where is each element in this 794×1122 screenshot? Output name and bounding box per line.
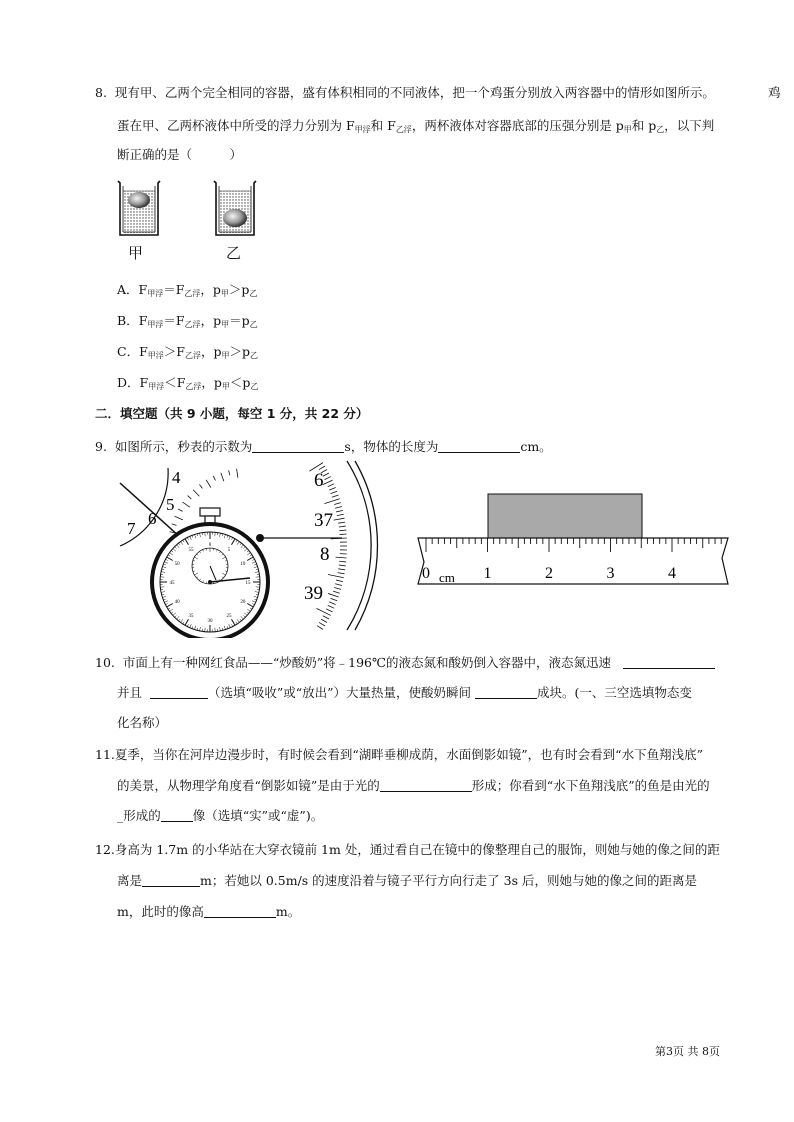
q12-text-1: 身高为 1.7m 的小华站在大穿衣镜前 1m 处，通过看自己在镜中的像整理自己的服饰，则她与她的像之间的距 — [114, 842, 720, 857]
q10-blank-2[interactable] — [150, 686, 208, 699]
q11-text-2a: 的美景，从物理学角度看“倒影如镜”是由于光的 — [117, 778, 380, 793]
section-heading: 二．填空题（共 9 小题，每空 1 分，共 22 分） — [95, 406, 369, 421]
q8-text-2b: 和 F — [370, 118, 396, 133]
option-text: F — [139, 375, 149, 390]
beaker-yi — [214, 181, 256, 235]
option-text: ＝F — [163, 282, 185, 297]
q12-text-3a: m，此时的像高 — [117, 904, 204, 919]
q11-text-2b: 形成；你看到“水下鱼翔浅底”的鱼是由光的 — [471, 778, 710, 793]
q8-text-2c: ，两杯液体对容器底部的压强分别是 p — [411, 118, 624, 133]
outer-tick — [188, 496, 192, 499]
face-label: 40 — [174, 600, 180, 605]
ruler-body — [418, 538, 728, 584]
scale-tick — [329, 488, 335, 491]
q10-text-2b: （选填“吸收”或“放出”）大量热量，使酸奶瞬间 — [207, 685, 472, 700]
scale-tick — [332, 495, 339, 497]
q8-sub-f-yi: 乙浮 — [395, 125, 412, 134]
q12-line2 — [117, 871, 697, 889]
outer-tick — [237, 469, 238, 478]
option-sub: 乙 — [249, 351, 258, 360]
outer-tick — [199, 484, 202, 488]
option-text: F — [138, 313, 148, 328]
face-label: 0 — [208, 543, 212, 548]
option-text: ，p — [200, 282, 221, 297]
face-label: 5 — [227, 548, 231, 554]
scale-tick — [317, 626, 323, 630]
option-a — [117, 280, 257, 299]
scale-tick — [338, 573, 345, 574]
option-sub: 甲 — [221, 382, 230, 391]
option-sub: 甲浮 — [148, 382, 165, 391]
q11-blank-2[interactable] — [161, 809, 193, 822]
q8-line1-end: 鸡 — [768, 85, 781, 100]
q9-blank-1[interactable] — [252, 440, 344, 453]
q12-line3 — [117, 902, 300, 920]
option-letter: C． — [117, 344, 140, 359]
q10-line2 — [117, 683, 692, 701]
option-c — [117, 342, 258, 361]
q8-number: 8. — [95, 85, 107, 100]
option-sub: 甲浮 — [147, 289, 164, 298]
face-label: 10 — [240, 562, 246, 567]
option-text: F — [139, 344, 148, 359]
q10-text-2c: 成块。(一、三空选填物态变 — [537, 685, 692, 700]
face-label: 25 — [226, 613, 232, 619]
egg-yi — [223, 209, 247, 227]
scale-tick — [328, 605, 334, 608]
q10-text-2a: 并且 — [117, 685, 143, 700]
scale-label-6: 6 — [314, 470, 324, 491]
scale-tick — [335, 584, 342, 586]
q8-line2 — [117, 116, 714, 135]
outer-tick — [178, 509, 182, 511]
outer-tick — [213, 476, 215, 481]
scale-tick — [328, 593, 338, 597]
option-sub: 乙 — [249, 320, 258, 329]
q10-line3: 化名称） — [117, 715, 168, 730]
scale-tick — [336, 510, 343, 512]
ruler-label: 2 — [545, 565, 553, 582]
q12-text-3b: m。 — [275, 904, 301, 919]
scale-tick — [331, 598, 338, 600]
scale-tick — [334, 518, 345, 520]
fig-label-yi: 乙 — [226, 244, 242, 262]
q8-line1 — [95, 83, 715, 101]
scale-tick — [336, 580, 343, 582]
option-text: ＞p — [229, 344, 250, 359]
q12-text-2a: 离是 — [117, 873, 143, 888]
scale-tick — [323, 616, 329, 619]
ruler-label: 3 — [606, 565, 615, 582]
q8-sub-f-jia: 甲浮 — [354, 125, 371, 134]
q8-text-2e: ，以下判 — [664, 118, 715, 133]
option-text: F — [138, 282, 148, 297]
q10-text-1: 市面上有一种网红食品——“炒酸奶”将﹣196℃的液态氮和酸奶倒入容器中，液态氮迅速 — [122, 655, 611, 670]
q11-text-1: 夏季，当你在河岸边漫步时，有时候会看到“湖畔垂柳成荫，水面倒影如镜”，也有时会看到“水下鱼翔浅底” — [114, 747, 703, 762]
option-sub: 甲 — [220, 289, 229, 298]
egg-jia — [128, 192, 150, 208]
q9-blank-2[interactable] — [438, 440, 520, 453]
option-text: ＜F — [164, 375, 186, 390]
outer-tick — [229, 470, 230, 475]
outer-tick — [193, 490, 199, 497]
magnified-scale — [256, 461, 377, 630]
q11-text-3a: _形成的 — [117, 808, 161, 823]
stopwatch-figure — [110, 458, 390, 638]
q8-sub-p-yi: 乙 — [656, 125, 665, 134]
q9-line — [95, 437, 552, 455]
q8-text-2a: 蛋在甲、乙两杯液体中所受的浮力分别为 F — [117, 118, 355, 133]
ruler-label: 0 — [422, 565, 430, 582]
scale-label-37: 37 — [314, 510, 333, 531]
option-text: ＞F — [163, 344, 185, 359]
q9-number: 9. — [95, 439, 107, 454]
scale-tick — [334, 587, 341, 589]
q10-number: 10. — [95, 655, 115, 670]
q12-blank-2[interactable] — [204, 905, 276, 918]
scale-label-8: 8 — [320, 544, 330, 565]
scale-tick — [337, 514, 344, 515]
option-b — [117, 311, 258, 330]
option-text: ＝F — [163, 313, 185, 328]
outer-label-5: 5 — [166, 495, 175, 514]
q10-line1 — [95, 653, 715, 671]
outer-tick — [221, 473, 224, 481]
q12-text-2b: m；若她以 0.5m/s 的速度沿着与镜子平行方向行走了 3s 后，则她与她的像之间的距离是 — [200, 873, 697, 888]
option-sub: 乙 — [249, 289, 258, 298]
q12-blank-1[interactable] — [142, 874, 200, 887]
scale-tick — [326, 609, 332, 612]
option-letter: D． — [117, 375, 140, 390]
fig-label-jia: 甲 — [128, 244, 144, 262]
q8-text-2d: 和 p — [631, 118, 657, 133]
scale-tick — [325, 477, 331, 480]
q10-blank-3[interactable] — [475, 686, 537, 699]
option-sub: 乙浮 — [185, 382, 202, 391]
page-number: 第3页 共 8页 — [655, 1045, 720, 1058]
scale-label-39: 39 — [304, 583, 323, 604]
q8-text-1: 现有甲、乙两个完全相同的容器，盛有体积相同的不同液体，把一个鸡蛋分别放入两容器中的情形如图所示。 — [114, 85, 715, 100]
scale-tick — [338, 522, 345, 523]
scale-tick — [336, 557, 347, 558]
option-text: ，p — [200, 344, 222, 359]
face-label: 20 — [240, 600, 246, 605]
face-label: 50 — [174, 562, 180, 567]
outer-label-6: 6 — [148, 509, 157, 528]
scale-tick — [333, 591, 340, 593]
scale-tick — [328, 575, 344, 578]
scale-tick — [321, 619, 327, 622]
option-letter: A． — [117, 282, 139, 297]
q9-text-b: s，物体的长度为 — [344, 439, 439, 454]
option-text: ＝p — [229, 313, 250, 328]
q11-line2 — [117, 776, 710, 794]
measured-block — [488, 494, 642, 538]
q11-blank-1[interactable] — [380, 779, 472, 792]
option-sub: 乙浮 — [184, 351, 201, 360]
option-d — [117, 373, 258, 392]
scale-tick — [340, 534, 347, 535]
face-label: 15 — [245, 581, 251, 586]
scale-tick — [339, 530, 346, 531]
scale-tick — [331, 491, 338, 493]
scale-tick — [339, 565, 346, 566]
scale-tick — [334, 503, 341, 505]
scale-tick — [323, 473, 329, 476]
beaker-jia — [118, 181, 160, 235]
ruler-unit: cm — [439, 570, 455, 585]
q9-text-c: cm。 — [520, 439, 552, 454]
scale-tick — [339, 526, 346, 527]
face-label: 35 — [188, 613, 194, 619]
scale-tick — [338, 569, 345, 570]
q9-text-a: 如图所示，秒表的示数为 — [114, 439, 253, 454]
q11-line3 — [117, 806, 323, 824]
q11-text-3b: 像（选填“实”或“虚”)。 — [192, 808, 324, 823]
option-sub: 乙浮 — [184, 289, 201, 298]
q12-number: 12. — [95, 842, 115, 857]
option-letter: B． — [117, 313, 139, 328]
scale-tick — [319, 622, 325, 626]
ruler-label: 4 — [668, 565, 676, 582]
face-label: 30 — [207, 619, 213, 624]
ruler-label: 1 — [483, 565, 492, 582]
option-sub: 甲浮 — [147, 320, 164, 329]
outer-tick — [183, 502, 190, 507]
outer-label-7: 7 — [127, 519, 136, 538]
option-text: ＞p — [228, 282, 250, 297]
q8-sub-p-jia: 甲 — [623, 125, 632, 134]
outer-label-4: 4 — [172, 468, 181, 487]
face-label: 45 — [169, 581, 175, 586]
q11-number: 11. — [95, 747, 115, 762]
q11-line1 — [95, 745, 703, 763]
option-sub: 甲 — [221, 351, 230, 360]
option-text: ，p — [200, 313, 222, 328]
outer-tick — [206, 480, 211, 488]
scale-tick — [324, 499, 339, 504]
scale-tick — [339, 561, 346, 562]
scale-tick — [328, 484, 334, 487]
option-sub: 甲 — [221, 320, 230, 329]
scale-tick — [323, 480, 333, 485]
q8-line3: 断正确的是（ ） — [117, 147, 243, 162]
scale-tick — [316, 608, 330, 615]
option-sub: 乙浮 — [184, 320, 201, 329]
ruler-figure — [412, 488, 732, 588]
q12-line1 — [95, 840, 720, 858]
option-sub: 甲浮 — [147, 351, 164, 360]
outer-tick — [175, 516, 183, 520]
face-label: 55 — [188, 548, 194, 554]
scale-tick — [335, 506, 342, 508]
option-text: ＜p — [229, 375, 251, 390]
q10-blank-1[interactable] — [623, 656, 715, 669]
option-sub: 乙 — [250, 382, 259, 391]
option-text: ，p — [201, 375, 222, 390]
scale-tick — [329, 602, 335, 605]
outer-tick — [172, 524, 177, 526]
